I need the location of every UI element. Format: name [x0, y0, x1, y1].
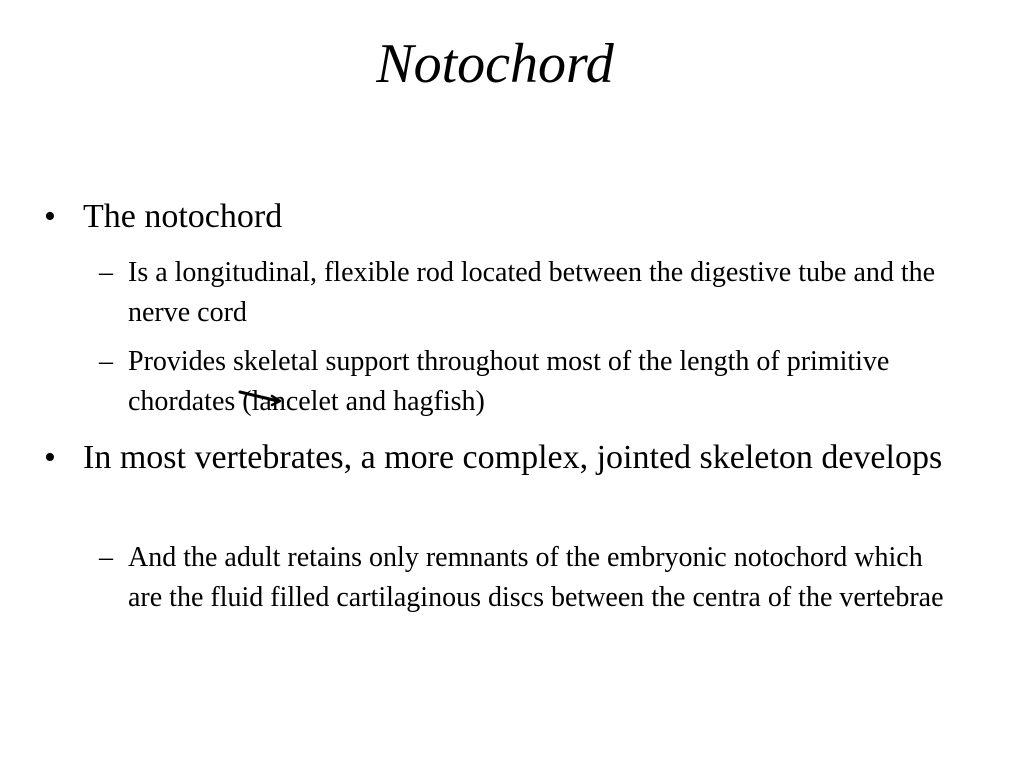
- sub-bullet-text: Is a longitudinal, flexible rod located between the digestive tube and the nerve cord: [128, 257, 936, 328]
- arrow-icon: [238, 388, 288, 408]
- sub-bullet-marker: –: [99, 542, 113, 573]
- slide-title: Notochord: [376, 33, 614, 95]
- sub-bullet-text: Provides skeletal support throughout most of the length of primitive chordates (lancelet and hagfish): [128, 346, 890, 417]
- sub-bullet-text: And the adult retains only remnants of the embryonic notochord which are the fluid filled cartilaginous discs between the centra of the vertebrae: [128, 542, 944, 613]
- bullet-text: In most vertebrates, a more complex, jointed skeleton develops: [83, 439, 943, 476]
- sub-bullet-marker: –: [99, 257, 113, 288]
- bullet-marker: •: [44, 439, 56, 476]
- bullet-marker: •: [44, 198, 56, 235]
- sub-bullet-marker: –: [99, 346, 113, 377]
- bullet-text: The notochord: [83, 198, 283, 235]
